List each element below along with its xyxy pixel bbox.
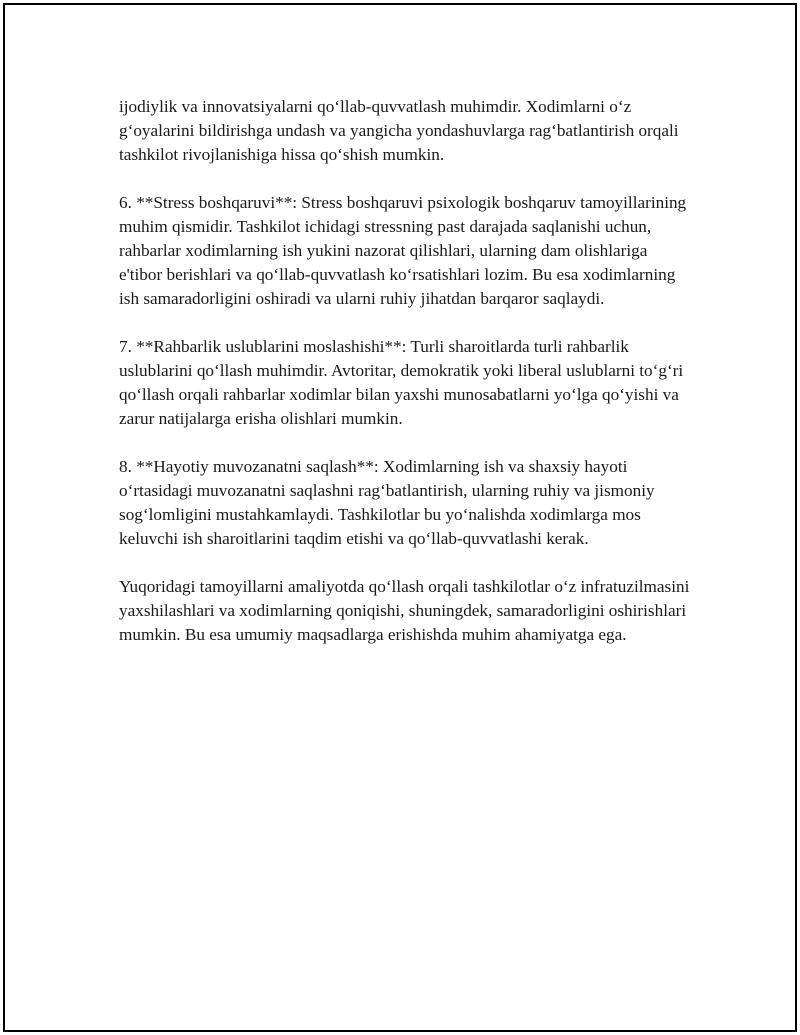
document-body: [119, 95, 694, 671]
paragraph-conclusion: Yuqoridagi tamoyillarni amaliyotda qo‘llash orqali tashkilotlar o‘z infratuzilmasini yaxshilashlari va xodimlarning qoniqishi, shuningdek, samaradorligini oshirishlari mumkin. Bu esa umumiy maqsadlarga erishishda muhim ahamiyatga ega.: [119, 577, 690, 644]
paragraph-stress-management: 6. **Stress boshqaruvi**: Stress boshqaruvi psixologik boshqaruv tamoyillarining muhim qismidir. Tashkilot ichidagi stressning past darajada saqlanishi uchun, rahbarlar xodimlarning ish yukini nazorat qilishlari, ularning dam olishlariga e'tibor berishlari va qo‘llab-quvvatlash ko‘rsatishlari lozim. Bu esa xodimlarning ish samaradorligini oshiradi va ularni ruhiy jihatdan barqaror saqlaydi.: [119, 193, 687, 308]
page-frame: [3, 3, 797, 1032]
paragraph-innovation-continued: ijodiylik va innovatsiyalarni qo‘llab-quvvatlash muhimdir. Xodimlarni o‘z g‘oyalarini bildirishga undash va yangicha yondashuvlarga rag‘batlantirish orqali tashkilot rivojlanishiga hissa qo‘shish mumkin.: [119, 97, 679, 164]
paragraph-leadership-styles: 7. **Rahbarlik uslublarini moslashishi**: Turli sharoitlarda turli rahbarlik uslublarini qo‘llash muhimdir. Avtoritar, demokratik yoki liberal uslublarni to‘g‘ri qo‘llash orqali rahbarlar xodimlar bilan yaxshi munosabatlarni yo‘lga qo‘yishi va zarur natijalarga erisha olishlari mumkin.: [119, 337, 684, 428]
paragraph-life-balance: 8. **Hayotiy muvozanatni saqlash**: Xodimlarning ish va shaxsiy hayoti o‘rtasidagi muvozanatni saqlashni rag‘batlantirish, ularning ruhiy va jismoniy sog‘lomligini mustahkamlaydi. Tashkilotlar bu yo‘nalishda xodimlarga mos keluvchi ish sharoitlarini taqdim etishi va qo‘llab-quvvatlashi kerak.: [119, 457, 655, 548]
